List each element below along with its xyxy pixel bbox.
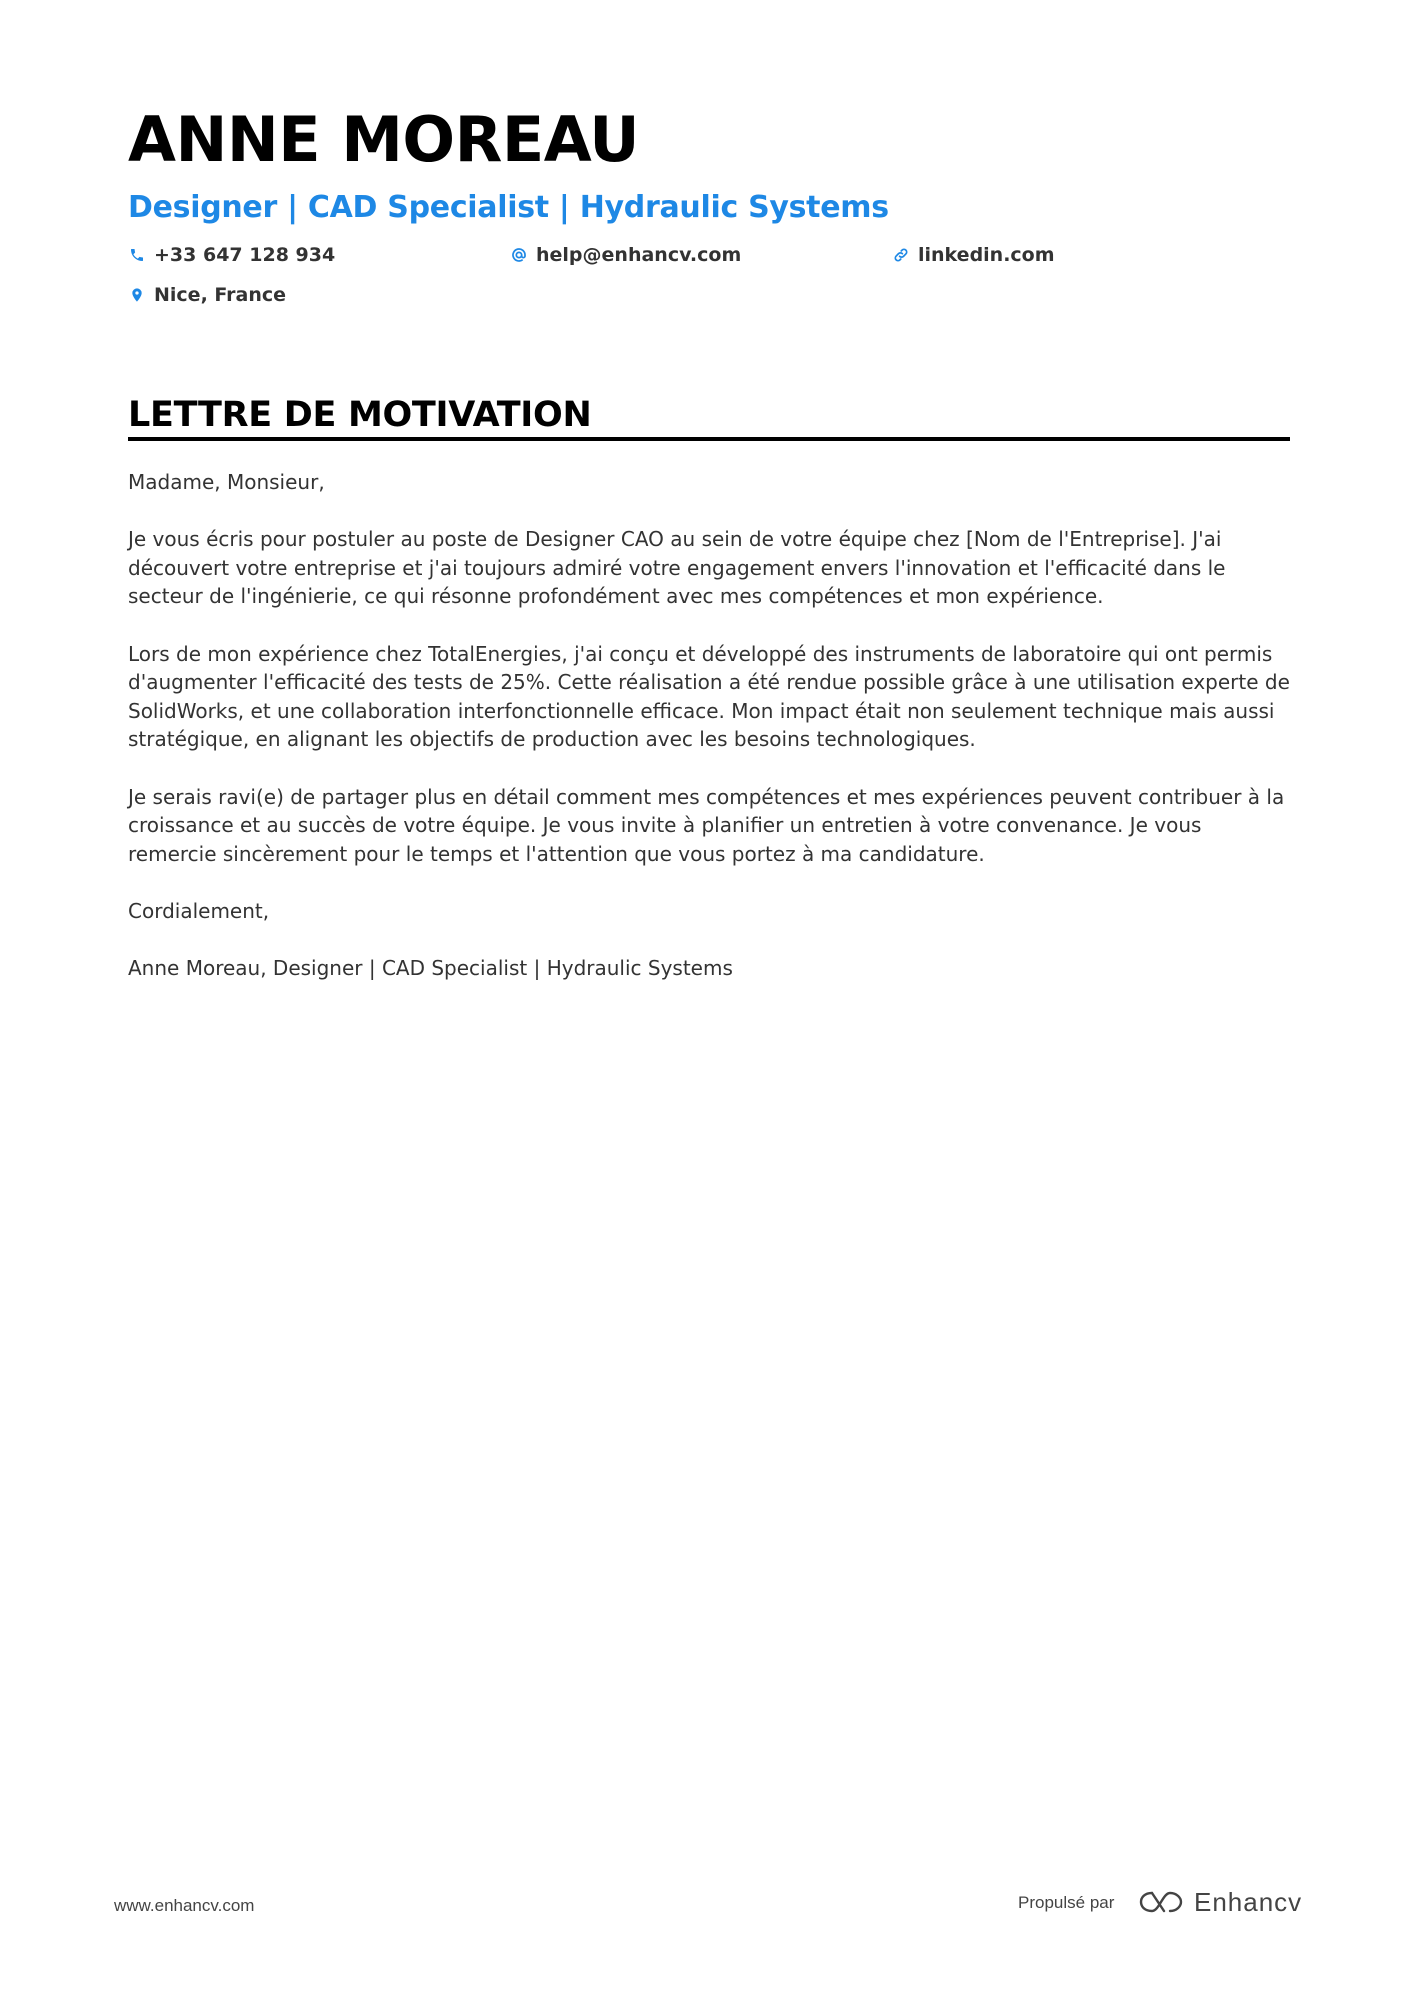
paragraph: Lors de mon expérience chez TotalEnergies, j'ai conçu et développé des instruments de laboratoire qui ont permis d'augmenter l'efficacité des tests de 25%. Cette réalisation a été rendue possible grâce à une utilisation experte de SolidWorks, et une collaboration interfonctionnelle efficace. Mon impact était non seulement technique mais aussi stratégique, en alignant les objectifs de production avec les besoins technologiques. bbox=[128, 641, 1290, 752]
location-text: Nice, France bbox=[154, 284, 287, 306]
signature: Anne Moreau, Designer | CAD Specialist | Hydraulic Systems bbox=[128, 956, 733, 981]
salutation: Madame, Monsieur, bbox=[128, 470, 325, 494]
phone-icon bbox=[128, 246, 146, 264]
contact-phone bbox=[128, 242, 335, 268]
paragraph: Je serais ravi(e) de partager plus en détail comment mes compétences et mes expériences peuvent contribuer à la croissance et au succès de votre équipe. Je vous invite à planifier un entretien à votre convenance. Je vous remercie sincèrement pour le temps et l'attention que vous portez à ma candidature. bbox=[128, 784, 1285, 866]
link-icon bbox=[892, 246, 910, 264]
applicant-name: ANNE MOREAU bbox=[128, 103, 640, 176]
section-divider bbox=[128, 437, 1290, 441]
email-text[interactable]: help@enhancv.com bbox=[536, 244, 742, 266]
section-heading: LETTRE DE MOTIVATION bbox=[128, 395, 592, 435]
map-pin-icon bbox=[128, 286, 146, 304]
closing: Cordialement, bbox=[128, 898, 270, 923]
logo-text: Enhancv bbox=[1194, 1886, 1303, 1917]
footer-logo[interactable] bbox=[1138, 1884, 1302, 1920]
phone-text: +33 647 128 934 bbox=[154, 244, 336, 266]
footer-powered-by: Propulsé par bbox=[1018, 1893, 1115, 1912]
at-icon bbox=[510, 246, 528, 264]
contact-link[interactable] bbox=[892, 242, 1055, 268]
applicant-title: Designer | CAD Specialist | Hydraulic Systems bbox=[128, 190, 889, 225]
contact-email[interactable] bbox=[510, 242, 741, 268]
footer-url[interactable]: www.enhancv.com bbox=[114, 1896, 255, 1915]
link-text[interactable]: linkedin.com bbox=[918, 244, 1055, 266]
paragraph: Je vous écris pour postuler au poste de Designer CAO au sein de votre équipe chez [Nom de l'Entreprise]. J'ai découvert votre entreprise et j'ai toujours admiré votre engagement envers l'innovation et l'efficacité dans le secteur de l'ingénierie, ce qui résonne profondément avec mes compétences et mon expérience. bbox=[128, 527, 1226, 609]
enhancv-logo-icon bbox=[1138, 1889, 1184, 1915]
letter-body bbox=[128, 468, 1290, 1011]
contact-location bbox=[128, 282, 286, 308]
